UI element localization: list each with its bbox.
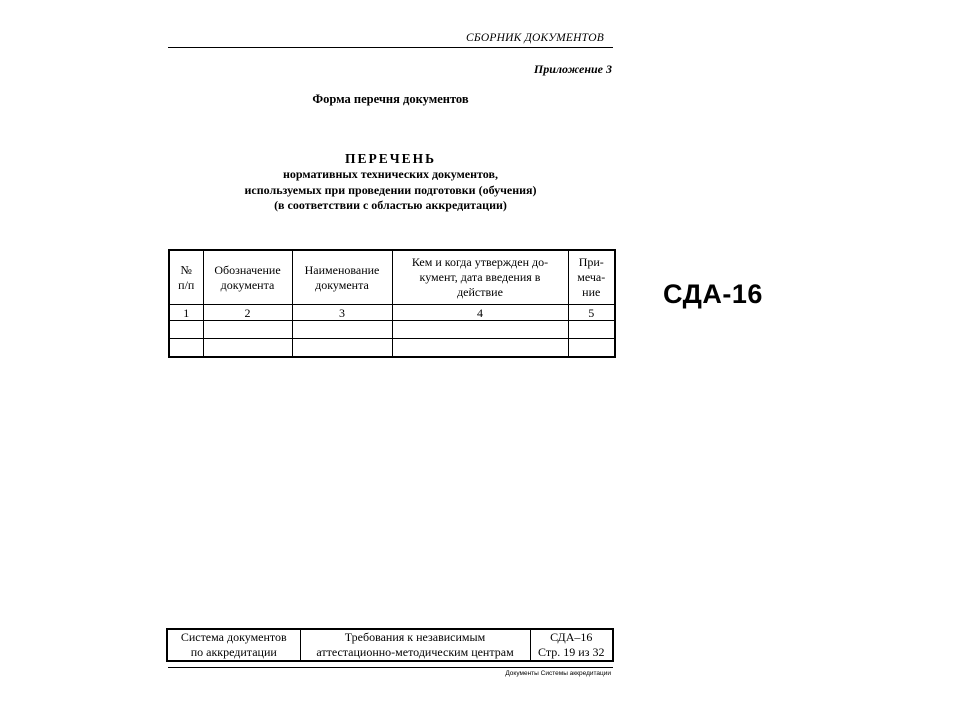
table-row: [169, 339, 615, 358]
form-title: Форма перечня документов: [312, 92, 469, 106]
footer-stamp: [166, 628, 614, 662]
header-line: документа: [220, 277, 275, 292]
collection-title: СБОРНИК ДОКУМЕНТОВ: [466, 32, 604, 44]
list-subtitle-line: (в соответствии с областью аккредитации): [274, 198, 507, 212]
list-subtitle-line: используемых при проведении подготовки (обучения): [244, 182, 537, 197]
header-line: №: [180, 262, 192, 277]
footer-page-number: Стр. 19 из 32: [538, 645, 605, 659]
table-cell: [292, 321, 392, 339]
table-cell: [169, 321, 203, 339]
column-number: 5: [568, 305, 615, 321]
table-cell: [568, 339, 615, 358]
header-note: [568, 250, 615, 305]
list-subtitle-line: нормативных технических документов,: [283, 167, 498, 181]
header-line: Обозначение: [214, 262, 281, 277]
footer-line: Система документов: [180, 630, 287, 644]
table-cell: [203, 339, 292, 358]
header-line: ние: [582, 285, 601, 299]
table-cell: [203, 321, 292, 339]
list-title: ПЕРЕЧЕНЬ: [344, 151, 437, 166]
header-rule: [168, 47, 613, 48]
footer-doc-code: СДА–16: [550, 630, 593, 644]
column-number: 3: [292, 305, 392, 321]
footer-line: по аккредитации: [190, 645, 277, 659]
table-cell: [392, 321, 568, 339]
header-line: действие: [457, 285, 503, 299]
document-code-label: СДА-16: [663, 279, 763, 309]
footer-line: аттестационно-методическим центрам: [316, 645, 514, 659]
table-cell: [292, 339, 392, 358]
column-number-row: [169, 305, 615, 321]
table-cell: [392, 339, 568, 358]
header-designation: [203, 250, 292, 305]
column-number: 1: [169, 305, 203, 321]
appendix-label: Приложение 3: [533, 62, 612, 76]
column-number: 4: [392, 305, 568, 321]
header-approval: [392, 250, 568, 305]
footer-line: Требования к независимым: [344, 630, 486, 644]
header-line: меча-: [577, 270, 606, 284]
table-cell: [169, 339, 203, 358]
header-line: Наименование: [304, 262, 380, 277]
table-row: [169, 321, 615, 339]
table-header-row: [169, 250, 615, 305]
column-number: 2: [203, 305, 292, 321]
list-heading: [168, 150, 613, 214]
footer-row: [167, 629, 613, 661]
footer-rule: [168, 667, 613, 668]
footer-system: [167, 629, 300, 661]
header-line: п/п: [178, 277, 195, 292]
footer-requirements: [300, 629, 530, 661]
footer-code-page: [530, 629, 613, 661]
header-number: [169, 250, 203, 305]
header-name: [292, 250, 392, 305]
documents-table: [168, 249, 616, 358]
header-line: кумент, дата введения в: [419, 270, 541, 284]
header-line: документа: [315, 277, 369, 292]
footer-note: Документы Системы аккредитации: [505, 670, 611, 677]
header-line: Кем и когда утвержден до-: [411, 255, 549, 269]
table-cell: [568, 321, 615, 339]
header-line: При-: [578, 255, 604, 269]
